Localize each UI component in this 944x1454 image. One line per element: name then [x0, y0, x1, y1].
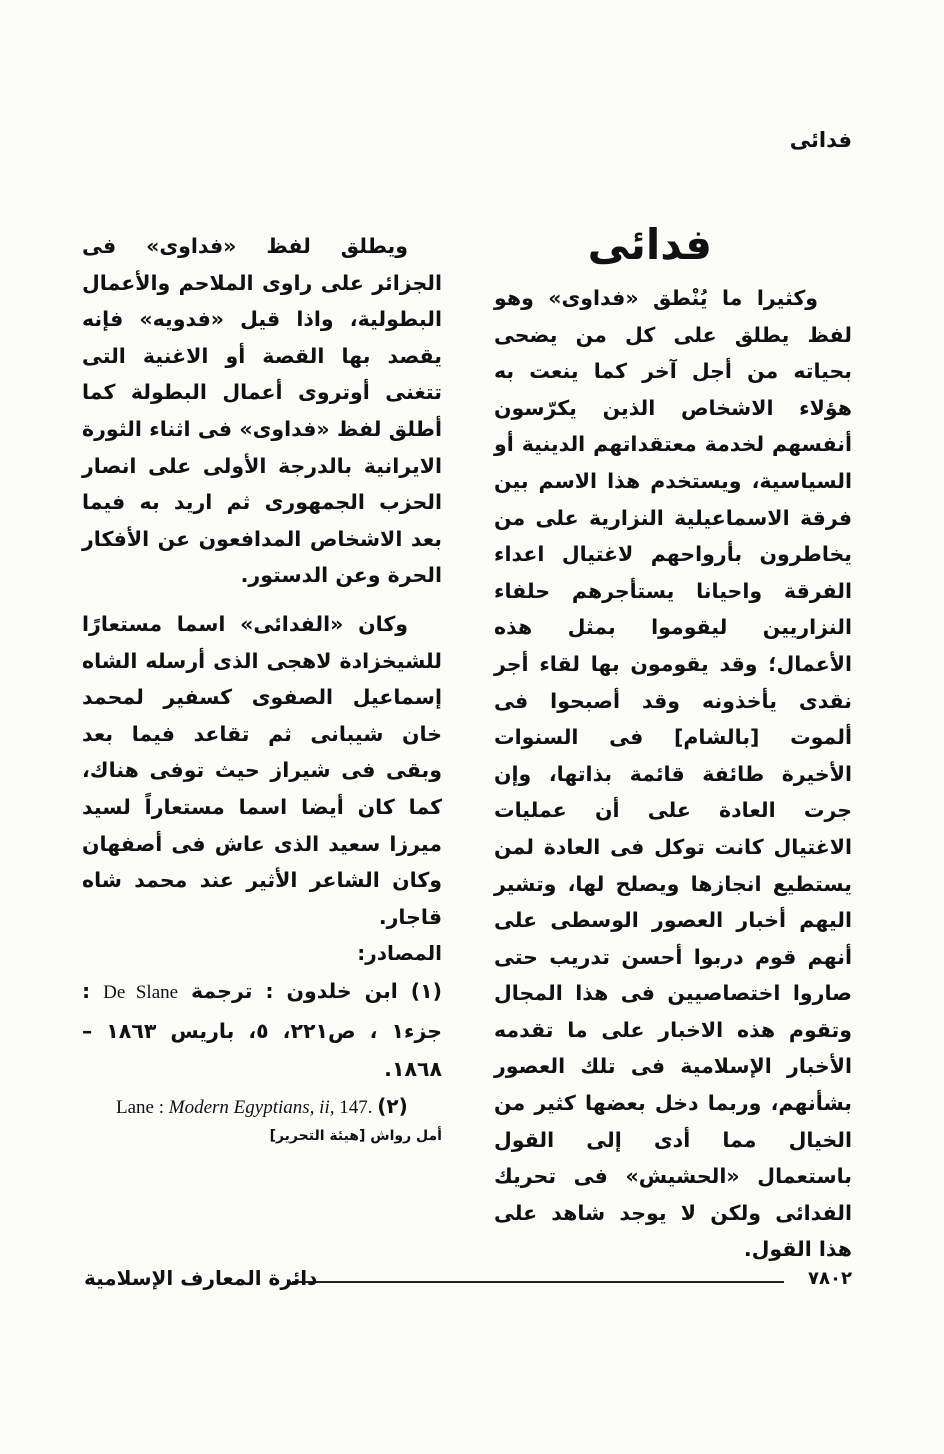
paragraph: ويطلق لفظ «فداوى» فى الجزائر على راوى الملاحم والأعمال البطولية، واذا قيل «فدويه» فإنه يقصد بها القصة أو الاغنية التى تتغنى أوتروى أعمال البطولة كما أطلق لفظ «فداوى» فى اثناء الثورة الايرانية بالدرجة الأولى على انصار الحزب الجمهورى ثم اريد به فيما بعد الاشخاص المدافعون عن الأفكار الحرة وعن الدستور. [82, 234, 442, 588]
reference-text: (١) ابن خلدون : ترجمة [191, 978, 442, 1003]
sources-heading: المصادر: [357, 941, 442, 966]
author-credit: أمل رواش [هيئة التحرير] [269, 1128, 442, 1145]
reference-item [82, 1088, 442, 1127]
reference-text: : جزء١ ، ص٢٢١، ٥، باريس ١٨٦٣ – ١٨٦٨. [82, 978, 442, 1081]
running-head: فدائى [789, 128, 852, 152]
reference-title: Modern Egyptians, ii, [168, 1096, 335, 1118]
reference-latin: De Slane [103, 981, 179, 1003]
reference-latin: Lane : [116, 1096, 169, 1118]
page-number: ٧٨٠٢ [808, 1268, 852, 1289]
right-column [494, 280, 852, 1268]
reference-latin: 147. [334, 1096, 373, 1118]
paragraph: وكثيرا ما يُنْطق «فداوى» وهو لفظ يطلق على كل من يضحى بحياته من أجل آخر كما ينعت به هؤلاء الاشخاص الذين يكرّسون أنفسهم لخدمة معتقداتهم الدينية أو السياسية، ويستخدم هذا الاسم بين فرقة الاسماعيلية النزارية على من يخاطرون بأرواحهم لاغتيال اعداء الفرقة واحيانا يستأجرهم حلفاء النزاريين ليقوموا بمثل هذه الأعمال؛ وقد يقومون بها لقاء أجر نقدى يأخذونه وقد أصبحوا فى ألموت [بالشام] فى السنوات الأخيرة طائفة قائمة بذاتها، وإن جرت العادة على أن عمليات الاغتيال كانت توكل فى العادة لمن يستطيع انجازها ويصلح لها، وتشير اليهم أخبار العصور الوسطى على أنهم قوم دربوا أحسن تدريب حتى صاروا اختصاصيين فى هذا المجال وتقوم هذه الاخبار على ما تقدمه الأخبار الإسلامية فى تلك العصور بشأنهم، وربما دخل بعضها كثير من الخيال مما أدى إلى القول باستعمال «الحشيش» فى تحريك الفدائى ولكن لا يوجد شاهد على هذا القول. [494, 286, 852, 1262]
article-title: فدائى [587, 220, 712, 269]
left-column [82, 228, 442, 1146]
paragraph: وكان «الفدائى» اسما مستعارًا للشيخزادة لاهجى الذى أرسله الشاه إسماعيل الصفوى كسفير لمحمد خان شيبانى ثم تقاعد فيما بعد وبقى فى شيراز حيث توفى هناك، كما كان أيضا اسما مستعاراً لسيد ميرزا سعيد الذى عاش فى أصفهان وكان الشاعر الأثير عند محمد شاه قاجار. [82, 611, 442, 929]
publication-title: دائرة المعارف الإسلامية [84, 1266, 318, 1290]
footer-divider [292, 1281, 784, 1283]
reference-item [82, 972, 442, 1088]
reference-number: (٢) [377, 1093, 408, 1118]
